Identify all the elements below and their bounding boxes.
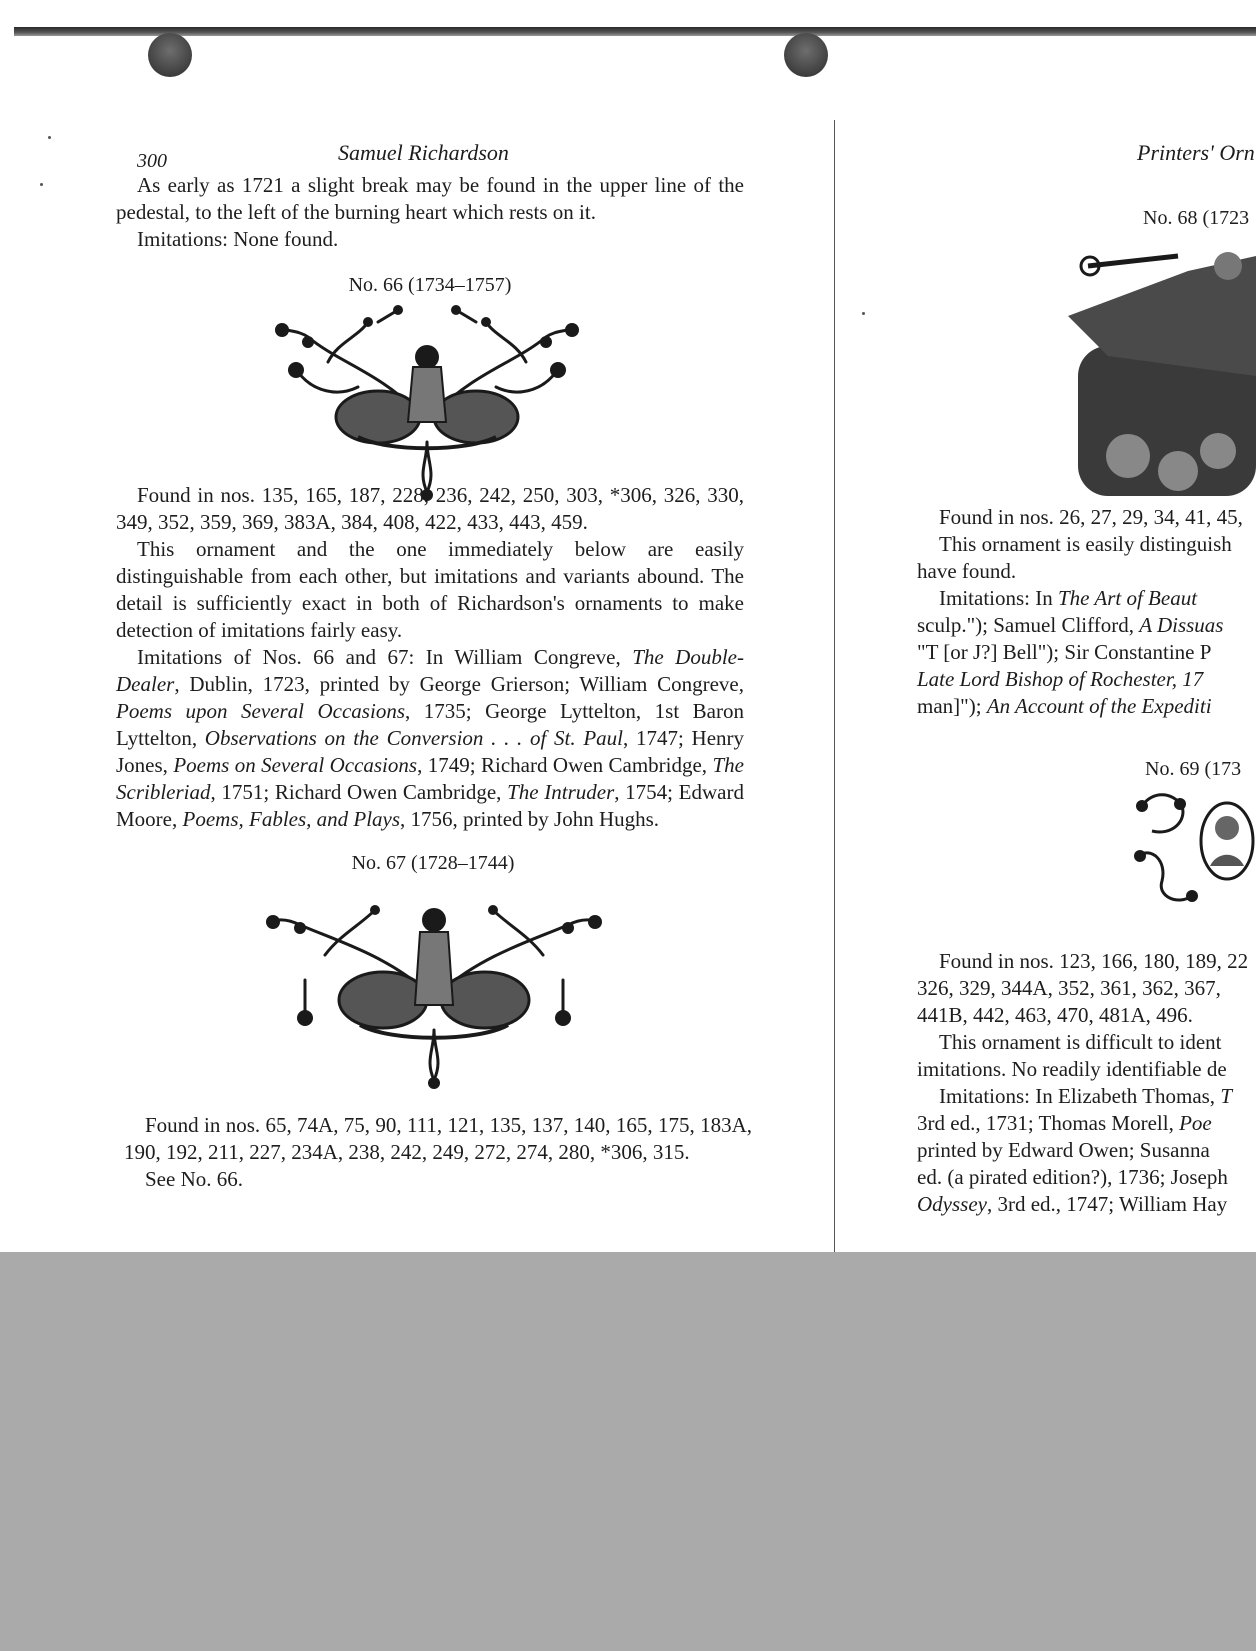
punch-hole-right [784, 33, 828, 77]
ornament-69-text [917, 948, 1256, 1218]
ornament-69-imit-line1: Imitations: In Elizabeth Thomas, T [939, 1084, 1232, 1108]
page-gutter-line [834, 120, 835, 1252]
ornament-69-caption: No. 69 (173 [1145, 758, 1242, 780]
ornament-67-cherub-drummer-image [265, 880, 603, 1090]
ornament-66-cherub-drummer-image [268, 302, 586, 504]
ornament-69-imit-line4: ed. (a pirated edition?), 1736; Joseph [917, 1165, 1228, 1189]
ornament-69-imit-line5: Odyssey, 3rd ed., 1747; William Hay [917, 1192, 1228, 1216]
scan-speck [40, 183, 43, 186]
intro-paragraph: As early as 1721 a slight break may be found in the upper line of the pedestal, to the left of the burning heart which rests on it. [116, 173, 744, 224]
ornament-67-found: Found in nos. 65, 74A, 75, 90, 111, 121, 135, 137, 140, 165, 175, 183A, 190, 192, 211, 227, 234A, 238, 242, 249, 272, 274, 280, *306, 315. [124, 1113, 752, 1164]
ornament-68-desc-line1: This ornament is easily distinguish [939, 532, 1232, 556]
ornament-68-imit-line3: "T [or J?] Bell"); Sir Constantine P [917, 640, 1212, 664]
running-head-right: Printers' Orn [1137, 140, 1255, 165]
ornament-69-desc-line2: imitations. No readily identifiable de [917, 1057, 1227, 1081]
ornament-68-angel-trumpet-image [1068, 236, 1256, 498]
scan-speck [862, 312, 865, 315]
ornament-68-text [917, 504, 1256, 720]
ornament-68-desc-line2: have found. [917, 559, 1017, 583]
punch-hole-left [148, 33, 192, 77]
ornament-66-description: This ornament and the one immediately below are easily distinguishable from each other, but imitations and variants abound. The detail is sufficiently exact in both of Richardson's ornaments to make detection of imitations fairly easy. [116, 537, 744, 642]
ornament-68-found: Found in nos. 26, 27, 29, 34, 41, 45, [939, 505, 1243, 529]
ornament-69-imit-line2: 3rd ed., 1731; Thomas Morell, Poe [917, 1111, 1212, 1135]
scan-edge-bar [14, 27, 1256, 36]
ornament-69-found-line2: 326, 329, 344A, 352, 361, 362, 367, [917, 976, 1221, 1000]
ornament-69-found-line3: 441B, 442, 463, 470, 481A, 496. [917, 1003, 1193, 1027]
running-head: Samuel Richardson [338, 140, 509, 165]
ornament-69-portrait-cartouche-image [1132, 786, 1256, 914]
ornament-67-caption: No. 67 (1728–1744) [351, 852, 515, 874]
ornament-67-text [124, 1112, 752, 1193]
ornament-69-imit-line3: printed by Edward Owen; Susanna [917, 1138, 1210, 1162]
ornament-66-caption: No. 66 (1734–1757) [348, 274, 512, 296]
ornament-68-imit-line4: Late Lord Bishop of Rochester, 17 [917, 667, 1204, 691]
ornament-67-see-also: See No. 66. [145, 1167, 243, 1191]
ornament-68-imit-line5: man]"); An Account of the Expediti [917, 694, 1212, 718]
page-number: 300 [137, 150, 167, 172]
ornament-69-found-line1: Found in nos. 123, 166, 180, 189, 22 [939, 949, 1249, 973]
scan-speck [48, 136, 51, 139]
ornament-66-imitations: Imitations of Nos. 66 and 67: In William Congreve, The Double-Dealer, Dublin, 1723, printed by George Grierson; William Congreve, Poems upon Several Occasions, 1735; George Lyttelton, 1st Baron Lyttelton, Observations on the Conversion . . . of St. Paul, 1747; Henry Jones, Poems on Several Occasions, 1749; Richard Owen Cambridge, The Scribleriad, 1751; Richard Owen Cambridge, The Intruder, 1754; Edward Moore, Poems, Fables, and Plays, 1756, printed by John Hughs. [116, 645, 745, 831]
scanner-background [0, 1252, 1256, 1651]
ornament-68-imit-line1: Imitations: In The Art of Beaut [939, 586, 1198, 610]
ornament-66-text [116, 482, 744, 833]
ornament-68-caption: No. 68 (1723 [1143, 207, 1250, 229]
intro-imitations: Imitations: None found. [137, 227, 339, 251]
intro-text [116, 172, 744, 253]
ornament-66-found: Found in nos. 135, 165, 187, 228, 236, 242, 250, 303, *306, 326, 330, 349, 352, 359, 369, 383A, 384, 408, 422, 433, 443, 459. [116, 483, 744, 534]
ornament-68-imit-line2: sculp."); Samuel Clifford, A Dissuas [917, 613, 1224, 637]
ornament-69-desc-line1: This ornament is difficult to ident [939, 1030, 1222, 1054]
